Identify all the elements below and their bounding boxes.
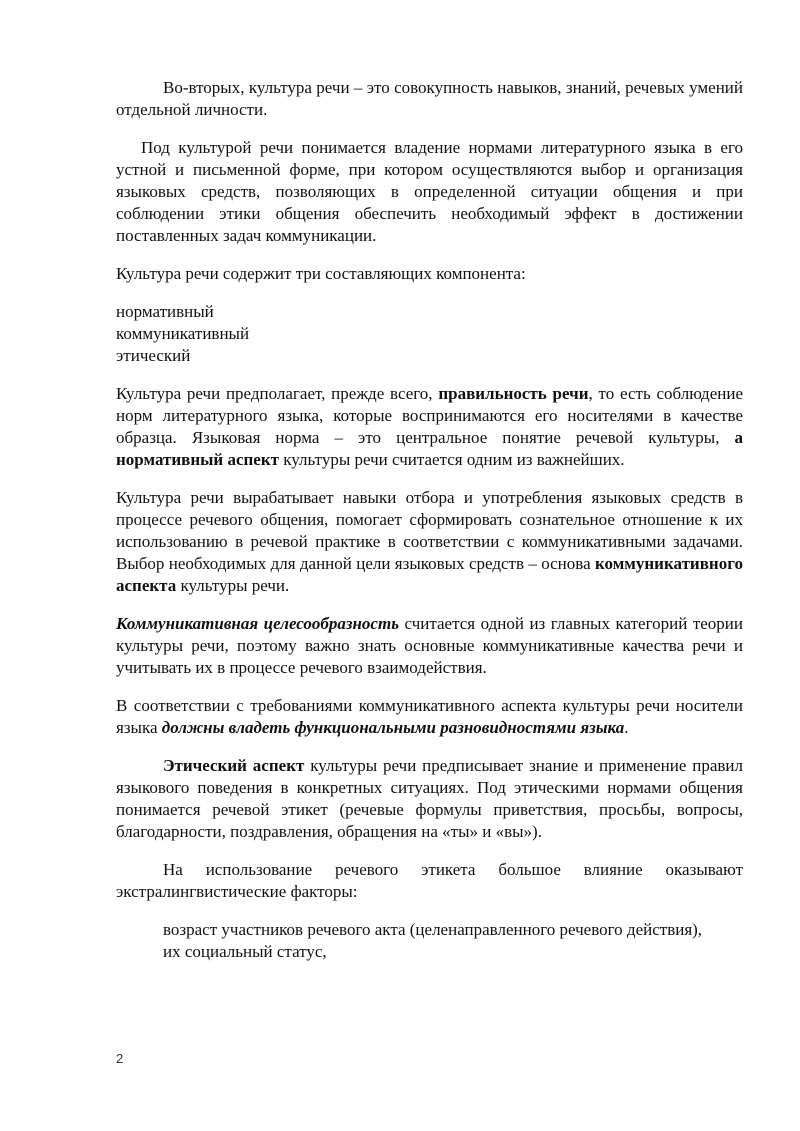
bold-italic-term: должны владеть функциональными разновидностями языка [161,718,625,737]
text-span: культуры речи считается одним из важнейших. [279,450,625,469]
paragraph-speech-culture-definition: Под культурой речи понимается владение нормами литературного языка в его устной и письменной форме, при котором осуществляются выбор и организация языковых средств, позволяющих в определенной ситуации общения и при соблюдении этики общения обеспечить необходимый эффект в достижении поставленных задач коммуникации. [116,138,743,245]
bold-term: а нормативный аспект [116,428,743,469]
paragraph-communicative-expediency [116,613,743,679]
text-span: , то есть соблюдение норм литературного языка, которые воспринимаются его носителями в качестве образца. Языковая норма – это центральное понятие речевой культуры, [116,384,743,447]
paragraph-communicative-aspect [116,487,743,597]
list-item: коммуникативный [116,324,250,343]
bold-term: Этический аспект [163,756,305,775]
document-body [116,77,743,963]
text-span: считается одной из главных категорий теории культуры речи, поэтому важно знать основные коммуникативные качества речи и учитывать их в процессе речевого взаимодействия. [116,614,743,677]
paragraph-ethical-aspect [116,755,743,843]
text-span: культуры речи. [176,576,290,595]
paragraph-functional-varieties [116,695,743,739]
paragraph-speech-culture-secondly: Во-вторых, культура речи – это совокупность навыков, знаний, речевых умений отдельной личности. [116,78,743,119]
page-number: 2 [116,1051,124,1066]
text-span: Культура речи предполагает, прежде всего, [116,384,439,403]
components-list [116,301,743,367]
paragraph-factor-status: их социальный статус, [163,942,327,961]
text-span: Культура речи вырабатывает навыки отбора и употребления языковых средств в процессе речевого общения, помогает сформировать сознательное отношение к их использованию в речевой практике в соответствии с коммуникативными задачами. Выбор необходимых для данной цели языковых средств – основа [116,488,743,573]
text-span: культуры речи предписывает знание и применение правил языкового поведения в конкретных ситуациях. Под этическими нормами общения понимается речевой этикет (речевые формулы приветствия, просьбы, вопросы, благодарности, поздравления, обращения на «ты» и «вы»). [116,756,743,841]
list-item: нормативный [116,302,214,321]
paragraph-extralinguistic-factors: На использование речевого этикета большое влияние оказывают экстралингвистические факторы: [116,860,743,901]
list-item: этический [116,346,191,365]
bold-term: коммуникативного аспекта [116,554,743,595]
paragraph-components-intro: Культура речи содержит три составляющих компонента: [116,264,526,283]
paragraph-factor-age: возраст участников речевого акта (целенаправленного речевого действия), [163,920,703,939]
text-span: В соответствии с требованиями коммуникативного аспекта культуры речи носители языка [116,696,743,737]
text-span: . [624,718,629,737]
bold-italic-term: Коммуникативная целесообразность [116,614,399,633]
paragraph-normative-aspect [116,383,743,471]
bold-term: правильность речи [438,384,589,403]
